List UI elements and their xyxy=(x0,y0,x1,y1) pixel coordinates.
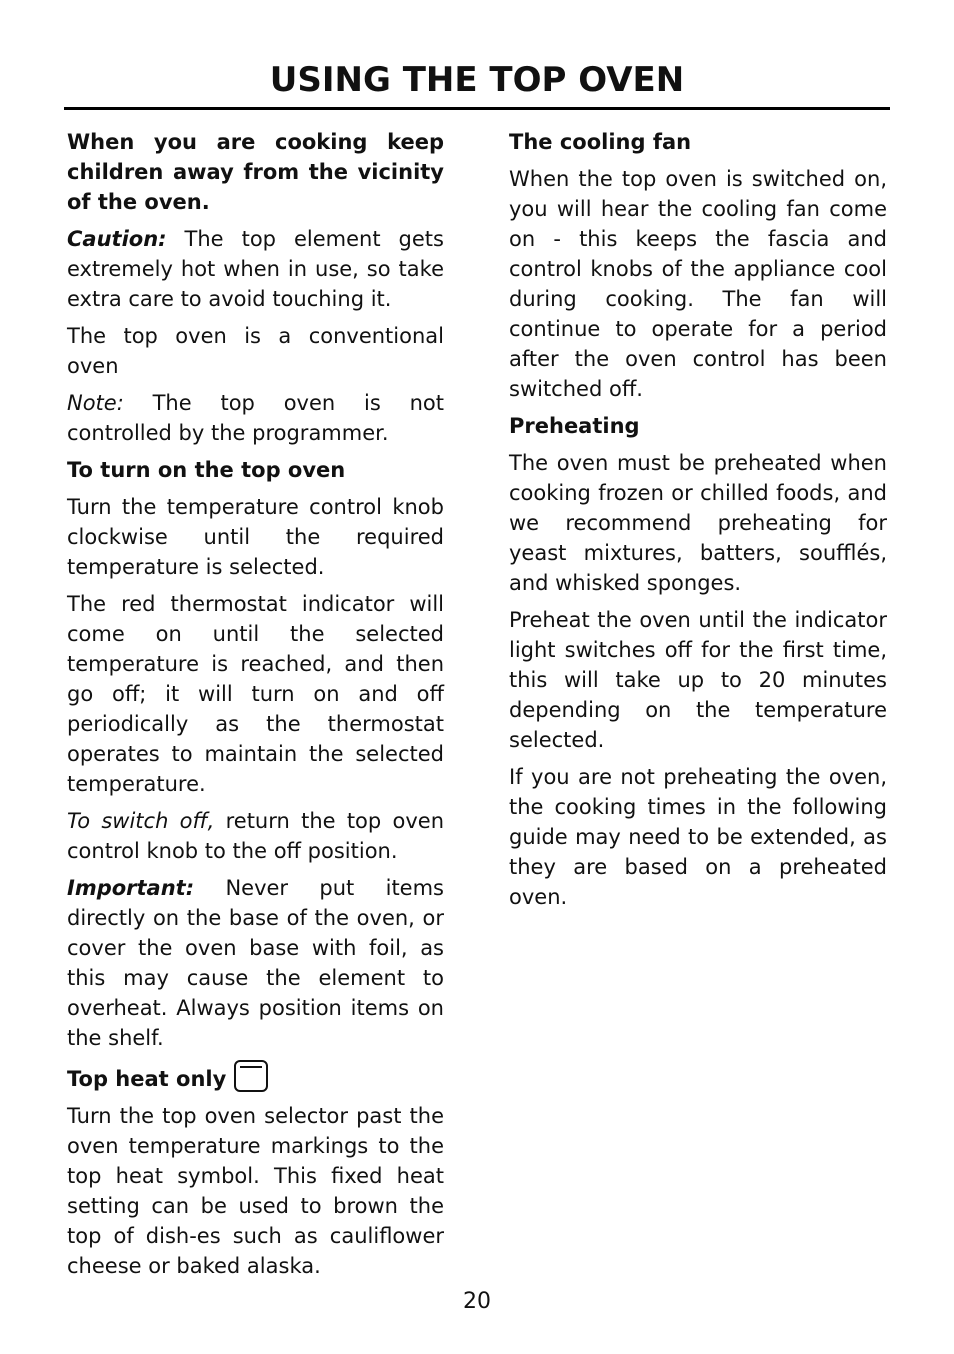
preheating-text-2: Preheat the oven until the indicator light switches off for the first time, this will take up to 20 minutes depending on the temperature selected. xyxy=(509,608,887,752)
preheating-text-1: The oven must be preheated when cooking frozen or chilled foods, and we recommend preheating for yeast mixtures, batters, soufflés, and whisked sponges. xyxy=(509,451,887,595)
note-text: The top oven is not controlled by the programmer. xyxy=(67,391,444,445)
important-label: Important: xyxy=(67,876,195,900)
right-column xyxy=(509,127,887,919)
important-paragraph xyxy=(67,873,444,1053)
top-heat-symbol-icon xyxy=(234,1060,268,1092)
top-heat-text: Turn the top oven selector past the oven temperature markings to the top heat symbol. This fixed heat setting can be used to brown the top of dish-es such as cauliflower cheese or baked alaska. xyxy=(67,1104,444,1278)
page-number: 20 xyxy=(463,1289,491,1314)
page-title: USING THE TOP OVEN xyxy=(269,60,685,100)
important-text: Never put items directly on the base of the oven, or cover the oven base with foil, as this may cause the element to overheat. Always position items on the shelf. xyxy=(67,876,444,1050)
preheating-text-3: If you are not preheating the oven, the cooking times in the following guide may need to be extended, as they are based on a preheated oven. xyxy=(509,765,887,909)
cooling-fan-heading: The cooling fan xyxy=(509,130,692,154)
caution-text: The top element gets extremely hot when in use, so take extra care to avoid touching it. xyxy=(67,227,444,311)
note-label: Note: xyxy=(67,391,124,415)
top-heat-heading-label: Top heat only xyxy=(67,1067,227,1091)
switch-off-paragraph xyxy=(67,806,444,866)
child-safety-warning: When you are cooking keep children away from the vicinity of the oven. xyxy=(67,130,444,214)
note-paragraph xyxy=(67,388,444,448)
thermostat-indicator-text: The red thermostat indicator will come on until the selected temperature is reached, and then go off; it will turn on and off periodically as the thermostat operates to maintain the selected temperature. xyxy=(67,592,444,796)
title-rule xyxy=(64,107,890,110)
switch-off-text: return the top oven control knob to the off position. xyxy=(67,809,445,863)
cooling-fan-text: When the top oven is switched on, you will hear the cooling fan come on - this keeps the fascia and control knobs of the appliance cool during cooking. The fan will continue to operate for a period after the oven control has been switched off. xyxy=(509,167,887,401)
conventional-oven-text: The top oven is a conventional oven xyxy=(67,324,444,378)
caution-paragraph xyxy=(67,224,444,314)
turn-on-heading: To turn on the top oven xyxy=(67,458,346,482)
top-heat-heading xyxy=(67,1060,444,1094)
preheating-heading: Preheating xyxy=(509,414,640,438)
caution-label: Caution: xyxy=(67,227,167,251)
switch-off-label: To switch off, xyxy=(67,809,215,833)
left-column xyxy=(67,127,444,1288)
turn-on-text: Turn the temperature control knob clockwise until the required temperature is selected. xyxy=(67,495,444,579)
